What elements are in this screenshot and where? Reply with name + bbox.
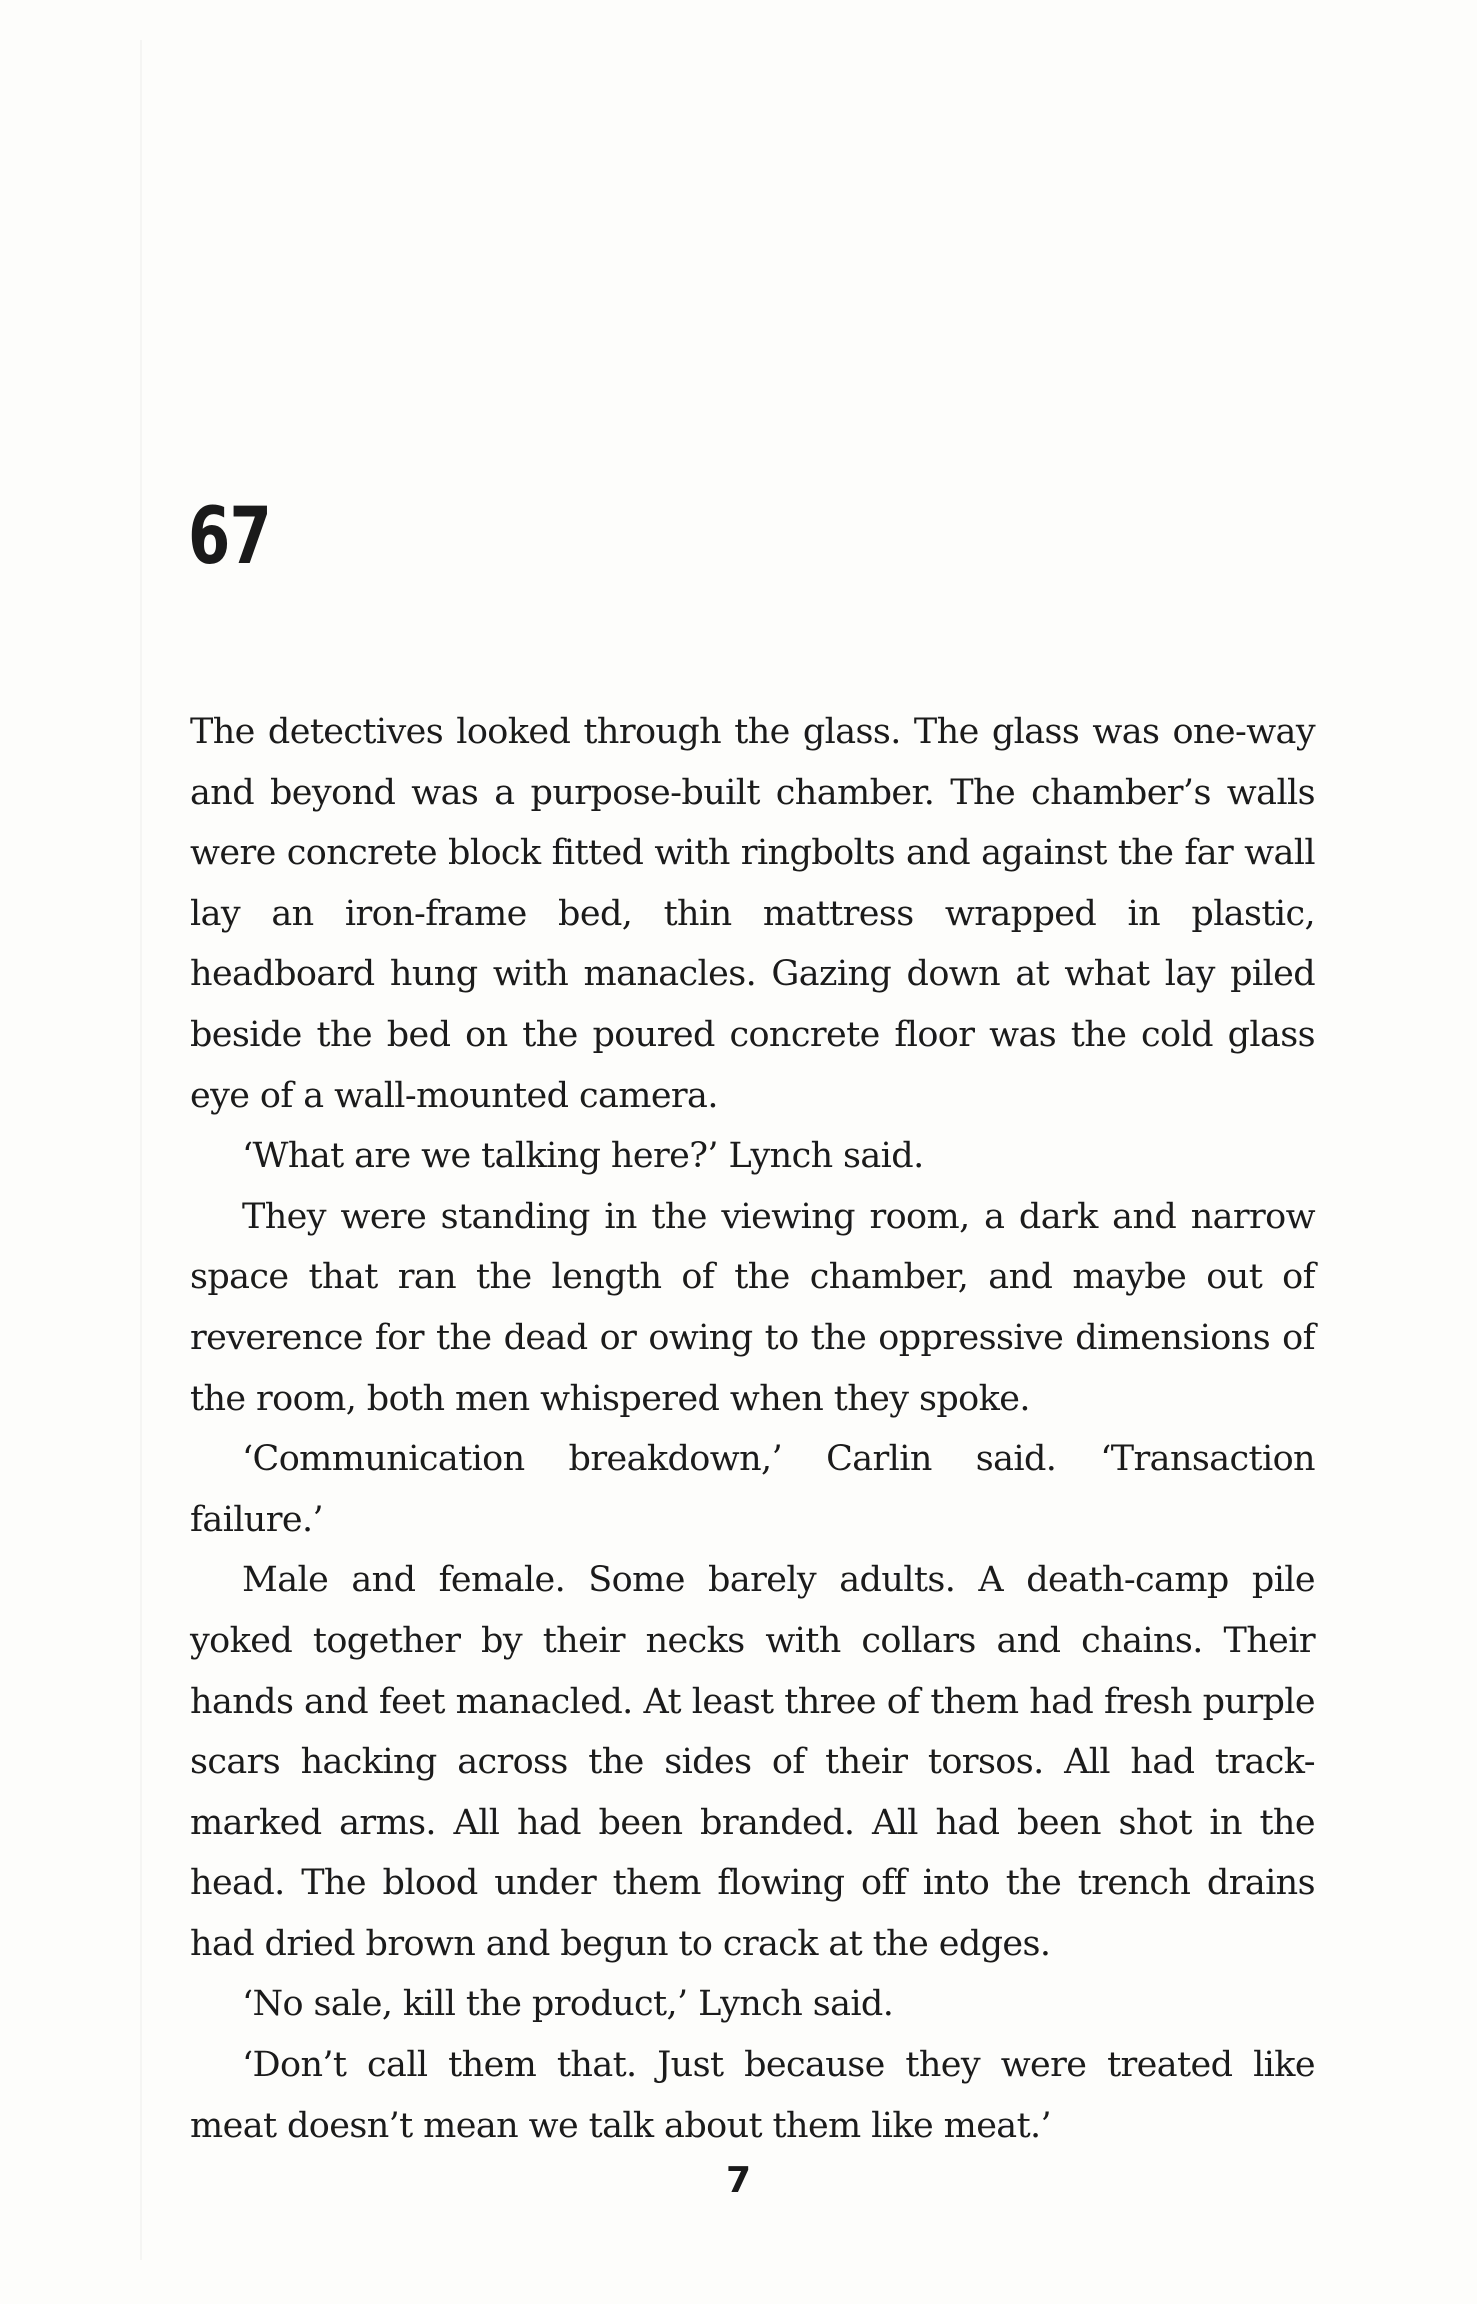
scan-shadow	[140, 40, 142, 2260]
paragraph: ‘No sale, kill the product,’ Lynch said.	[242, 1984, 894, 2025]
paragraph: The detectives looked through the glass. The glass was one-way and beyond was a purpose-built chamber. The chamber’s walls were concrete block fitted with ringbolts and against the far wall lay an iron-frame bed, thin mattress wrapped in plastic, headboard hung with manacles. Gazing down at what lay piled beside the bed on the poured concrete floor was the cold glass eye of a wall-mounted camera.	[190, 712, 1315, 1116]
page-number: 7	[725, 2160, 752, 2201]
paragraph: ‘What are we talking here?’ Lynch said.	[242, 1136, 924, 1177]
chapter-body	[190, 702, 1315, 2156]
paragraph: ‘Communication breakdown,’ Carlin said. ‘Transaction failure.’	[190, 1439, 1315, 1540]
paragraph: ‘Don’t call them that. Just because they were treated like meat doesn’t mean we talk about them like meat.’	[190, 2045, 1315, 2146]
paragraph: Male and female. Some barely adults. A death-camp pile yoked together by their necks with collars and chains. Their hands and feet manacled. At least three of them had fresh purple scars hacking across the sides of their torsos. All had track-marked arms. All had been branded. All had been shot in the head. The blood under them flowing off into the trench drains had dried brown and begun to crack at the edges.	[190, 1560, 1315, 1964]
paragraph: They were standing in the viewing room, a dark and narrow space that ran the length of the chamber, and maybe out of reverence for the dead or owing to the oppressive dimensions of the room, both men whispered when they spoke.	[190, 1196, 1315, 1419]
chapter-number: 67	[188, 492, 272, 582]
